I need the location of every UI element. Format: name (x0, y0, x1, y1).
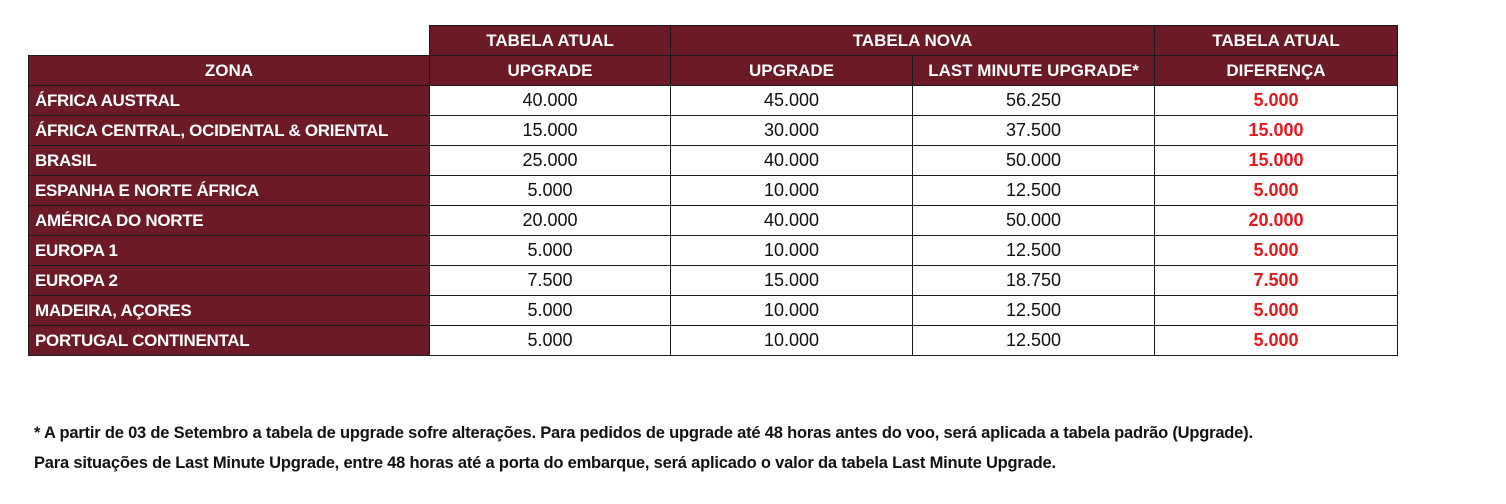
group-header-row (29, 26, 1398, 56)
zone-cell: BRASIL (29, 146, 430, 176)
table-row (29, 86, 1398, 116)
difference-cell: 5.000 (1155, 296, 1398, 326)
table-body (29, 86, 1398, 356)
last-minute-cell: 18.750 (913, 266, 1155, 296)
difference-cell: 15.000 (1155, 146, 1398, 176)
current-upgrade-cell: 25.000 (430, 146, 671, 176)
difference-cell: 20.000 (1155, 206, 1398, 236)
footnote-line-2: Para situações de Last Minute Upgrade, entre 48 horas até a porta do embarque, será aplicado o valor da tabela Last Minute Upgrade. (34, 454, 1056, 472)
new-upgrade-cell: 10.000 (671, 296, 913, 326)
last-minute-cell: 12.500 (913, 296, 1155, 326)
footnote (34, 418, 1494, 478)
last-minute-cell: 37.500 (913, 116, 1155, 146)
group-header-current: TABELA ATUAL (430, 26, 671, 56)
footnote-line-1: * A partir de 03 de Setembro a tabela de upgrade sofre alterações. Para pedidos de upgrade até 48 horas antes do voo, será aplicada a tabela padrão (Upgrade). (34, 424, 1253, 442)
difference-cell: 5.000 (1155, 326, 1398, 356)
zone-cell: ÁFRICA CENTRAL, OCIDENTAL & ORIENTAL (29, 116, 430, 146)
zone-cell: AMÉRICA DO NORTE (29, 206, 430, 236)
table-row (29, 116, 1398, 146)
new-upgrade-cell: 10.000 (671, 326, 913, 356)
new-upgrade-cell: 40.000 (671, 146, 913, 176)
current-upgrade-cell: 5.000 (430, 236, 671, 266)
new-upgrade-cell: 15.000 (671, 266, 913, 296)
current-upgrade-cell: 5.000 (430, 326, 671, 356)
last-minute-cell: 50.000 (913, 146, 1155, 176)
zone-cell: ÁFRICA AUSTRAL (29, 86, 430, 116)
table-row (29, 176, 1398, 206)
new-upgrade-cell: 10.000 (671, 176, 913, 206)
zone-cell: MADEIRA, AÇORES (29, 296, 430, 326)
last-minute-cell: 12.500 (913, 326, 1155, 356)
group-header-diff: TABELA ATUAL (1155, 26, 1398, 56)
current-upgrade-cell: 20.000 (430, 206, 671, 236)
difference-cell: 5.000 (1155, 236, 1398, 266)
last-minute-cell: 12.500 (913, 176, 1155, 206)
column-header-current-upgrade: UPGRADE (430, 56, 671, 86)
last-minute-cell: 12.500 (913, 236, 1155, 266)
new-upgrade-cell: 40.000 (671, 206, 913, 236)
current-upgrade-cell: 40.000 (430, 86, 671, 116)
zone-cell: EUROPA 2 (29, 266, 430, 296)
difference-cell: 7.500 (1155, 266, 1398, 296)
column-header-last-minute: LAST MINUTE UPGRADE* (913, 56, 1155, 86)
table-row (29, 146, 1398, 176)
new-upgrade-cell: 30.000 (671, 116, 913, 146)
group-header-new: TABELA NOVA (671, 26, 1155, 56)
column-header-zone: ZONA (29, 56, 430, 86)
last-minute-cell: 56.250 (913, 86, 1155, 116)
zone-cell: EUROPA 1 (29, 236, 430, 266)
upgrade-table (28, 25, 1398, 356)
current-upgrade-cell: 5.000 (430, 296, 671, 326)
zone-cell: ESPANHA E NORTE ÁFRICA (29, 176, 430, 206)
last-minute-cell: 50.000 (913, 206, 1155, 236)
table-row (29, 266, 1398, 296)
difference-cell: 5.000 (1155, 86, 1398, 116)
table-row (29, 296, 1398, 326)
new-upgrade-cell: 45.000 (671, 86, 913, 116)
column-header-new-upgrade: UPGRADE (671, 56, 913, 86)
column-header-difference: DIFERENÇA (1155, 56, 1398, 86)
new-upgrade-cell: 10.000 (671, 236, 913, 266)
current-upgrade-cell: 5.000 (430, 176, 671, 206)
current-upgrade-cell: 15.000 (430, 116, 671, 146)
table-row (29, 206, 1398, 236)
column-header-row (29, 56, 1398, 86)
table-row (29, 236, 1398, 266)
table-row (29, 326, 1398, 356)
current-upgrade-cell: 7.500 (430, 266, 671, 296)
zone-cell: PORTUGAL CONTINENTAL (29, 326, 430, 356)
difference-cell: 5.000 (1155, 176, 1398, 206)
blank-corner-cell (29, 26, 430, 56)
difference-cell: 15.000 (1155, 116, 1398, 146)
